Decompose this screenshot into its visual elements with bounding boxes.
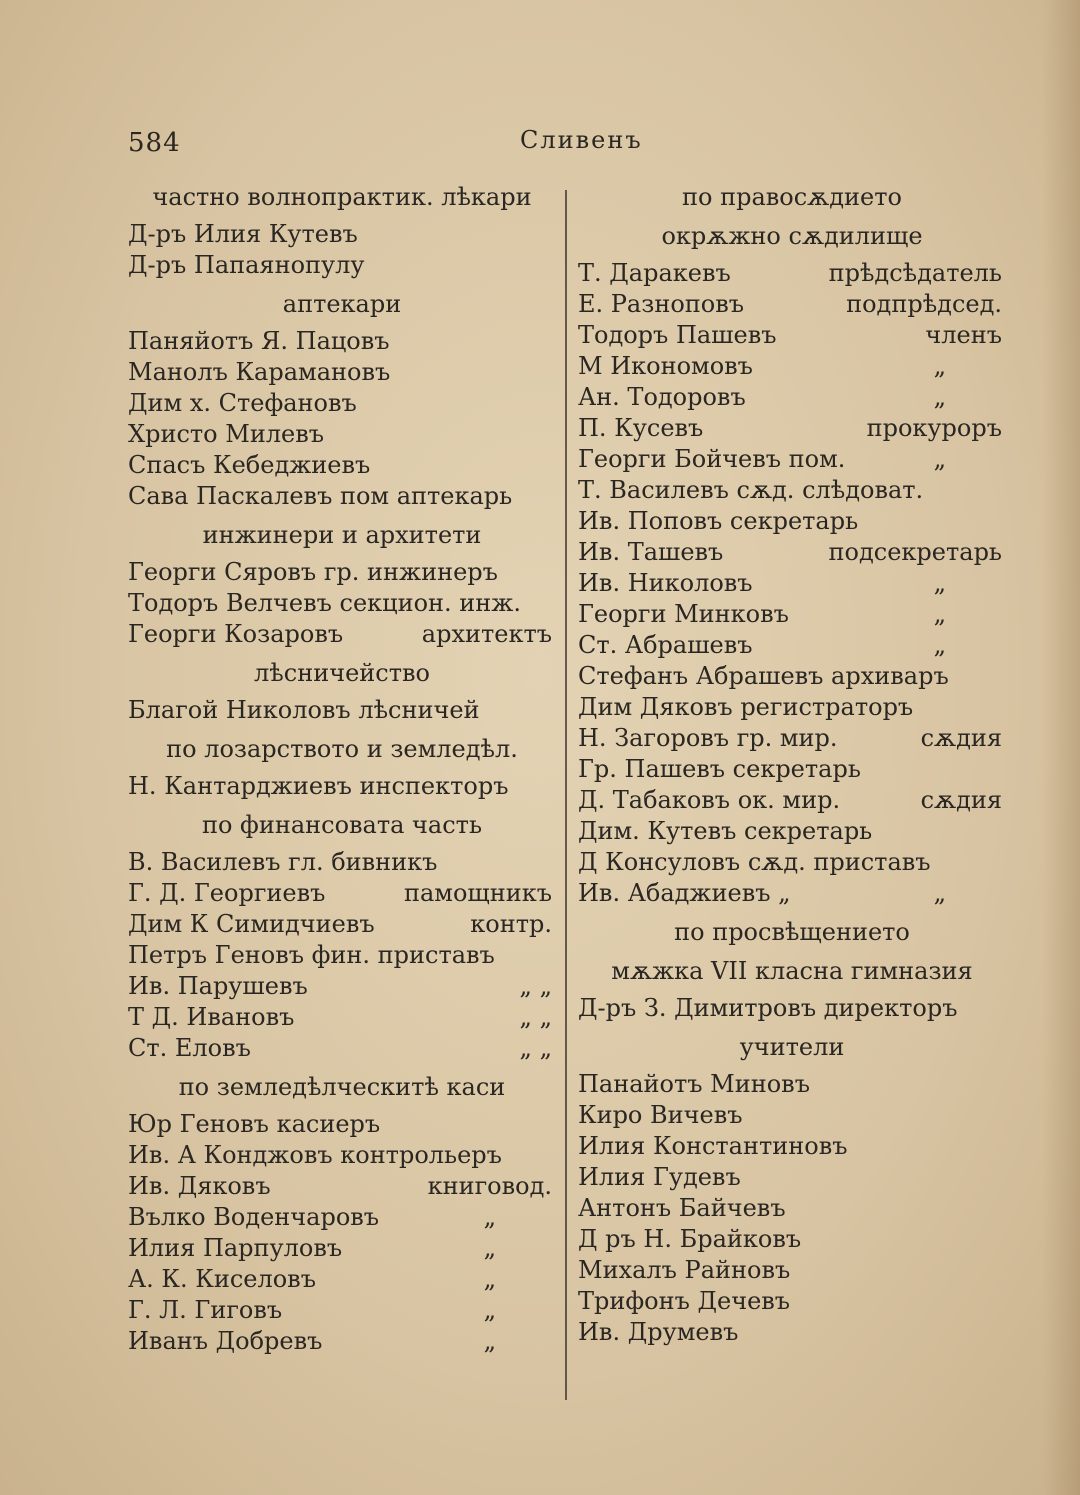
- directory-entry: [578, 630, 1006, 661]
- entry-role: „: [483, 1234, 496, 1262]
- entry-name: Трифонъ Дечевъ: [578, 1287, 791, 1315]
- entry-role: членъ: [925, 321, 1002, 349]
- entry-name: Христо Милевъ: [128, 420, 325, 448]
- entry-name: Т. Даракевъ: [578, 259, 731, 287]
- directory-entry: [578, 1317, 1006, 1348]
- directory-entry: [578, 878, 1006, 909]
- entry-name: М Икономовъ: [578, 352, 753, 380]
- page-number: 584: [128, 128, 181, 158]
- entry-name: Ив. Парушевъ: [128, 972, 308, 1000]
- entry-role: „: [483, 1327, 496, 1355]
- entry-name: Д-ръ З. Димитровъ директоръ: [578, 994, 958, 1022]
- entry-name: Дим Дяковъ регистраторъ: [578, 693, 914, 721]
- entry-name: Иванъ Добревъ: [128, 1327, 323, 1355]
- entry-name: Д-ръ Илия Кутевъ: [128, 220, 358, 248]
- directory-entry: [578, 993, 1006, 1024]
- directory-entry: [578, 351, 1006, 382]
- section-heading: по земледѣлческитѣ каси: [178, 1073, 506, 1101]
- entry-name: Ив. Поповъ секретарь: [578, 507, 859, 535]
- entry-name: Дим К Симидчиевъ: [128, 910, 375, 938]
- entry-name: Стефанъ Абрашевъ архиваръ: [578, 662, 949, 690]
- directory-entry: [128, 771, 556, 802]
- entry-name: Манолъ Карамановъ: [128, 358, 391, 386]
- entry-role: „: [933, 383, 946, 411]
- directory-entry: [578, 785, 1006, 816]
- page-title: Сливенъ: [520, 126, 643, 154]
- directory-entry: [578, 1286, 1006, 1317]
- entry-role: „: [933, 879, 946, 907]
- entry-name: Н. Кантарджиевъ инспекторъ: [128, 772, 509, 800]
- directory-entry: [128, 588, 556, 619]
- entry-name: Дим. Кутевъ секретарь: [578, 817, 873, 845]
- page-edge-shadow: [1042, 0, 1080, 1495]
- entry-role: памощникъ: [404, 879, 552, 907]
- entry-role: подпрѣдсед.: [846, 290, 1002, 318]
- entry-name: Г. Д. Георгиевъ: [128, 879, 326, 907]
- directory-entry: [578, 1162, 1006, 1193]
- directory-entry: [578, 723, 1006, 754]
- section-heading: инжинери и архитети: [202, 521, 482, 549]
- entry-role: „ „: [519, 972, 552, 1000]
- entry-role: подсекретарь: [828, 538, 1002, 566]
- entry-name: Тодоръ Велчевъ секцион. инж.: [128, 589, 521, 617]
- directory-entry: [128, 481, 556, 512]
- directory-entry: [128, 1140, 556, 1171]
- directory-entry: [128, 326, 556, 357]
- directory-entry: [578, 382, 1006, 413]
- directory-entry: [128, 695, 556, 726]
- entry-name: Паняйотъ Я. Пацовъ: [128, 327, 390, 355]
- entry-name: Илия Гудевъ: [578, 1163, 741, 1191]
- directory-entry: [128, 357, 556, 388]
- directory-entry: [578, 754, 1006, 785]
- directory-entry: [128, 619, 556, 650]
- entry-name: Т Д. Ивановъ: [128, 1003, 295, 1031]
- entry-name: Ив. Ташевъ: [578, 538, 724, 566]
- directory-entry: [128, 219, 556, 250]
- entry-name: Дим х. Стефановъ: [128, 389, 357, 417]
- directory-entry: [578, 506, 1006, 537]
- entry-name: Тодоръ Пашевъ: [578, 321, 777, 349]
- directory-entry: [128, 388, 556, 419]
- entry-role: „: [933, 569, 946, 597]
- entry-name: Ив. Николовъ: [578, 569, 753, 597]
- directory-entry: [578, 661, 1006, 692]
- directory-entry: [578, 413, 1006, 444]
- entry-name: Ст. Абрашевъ: [578, 631, 753, 659]
- directory-entry: [128, 450, 556, 481]
- entry-name: Киро Вичевъ: [578, 1101, 743, 1129]
- entry-role: „ „: [519, 1003, 552, 1031]
- entry-role: „: [933, 352, 946, 380]
- entry-name: Илия Константиновъ: [578, 1132, 848, 1160]
- entry-name: Е. Разноповъ: [578, 290, 744, 318]
- entry-name: Д Консуловъ сѫд. приставъ: [578, 848, 931, 876]
- entry-name: Михалъ Райновъ: [578, 1256, 791, 1284]
- entry-name: Гр. Пашевъ секретарь: [578, 755, 861, 783]
- section-heading: по просвѣщението: [674, 918, 910, 946]
- directory-entry: [128, 878, 556, 909]
- directory-entry: [578, 599, 1006, 630]
- right-column: [578, 182, 1006, 1348]
- directory-entry: [578, 537, 1006, 568]
- entry-name: Юр Геновъ касиеръ: [128, 1110, 381, 1138]
- entry-name: Петръ Геновъ фин. приставъ: [128, 941, 495, 969]
- section-heading: по лозарството и земледѣл.: [166, 735, 518, 763]
- section-heading: лѣсничейство: [254, 659, 430, 687]
- section-heading: учители: [739, 1033, 845, 1061]
- directory-entry: [128, 1002, 556, 1033]
- entry-name: Д-ръ Папаянопулу: [128, 251, 365, 279]
- entry-name: Д. Табаковъ ок. мир.: [578, 786, 841, 814]
- entry-role: сѫдия: [920, 786, 1002, 814]
- section-heading: мѫжка VII класна гимназия: [611, 957, 973, 985]
- directory-entry: [128, 557, 556, 588]
- entry-name: Панайотъ Миновъ: [578, 1070, 810, 1098]
- directory-entry: [578, 692, 1006, 723]
- directory-entry: [128, 940, 556, 971]
- entry-role: прокуроръ: [866, 414, 1002, 442]
- directory-entry: [128, 1264, 556, 1295]
- entry-role: „: [483, 1265, 496, 1293]
- entry-name: Вълко Воденчаровъ: [128, 1203, 380, 1231]
- entry-name: Георги Козаровъ: [128, 620, 344, 648]
- entry-name: Ив. Абаджиевъ „: [578, 879, 791, 907]
- entry-name: П. Кусевъ: [578, 414, 704, 442]
- entry-role: архитектъ: [421, 620, 552, 648]
- directory-entry: [578, 1193, 1006, 1224]
- directory-entry: [578, 475, 1006, 506]
- entry-name: В. Василевъ гл. бивникъ: [128, 848, 438, 876]
- entry-name: Георги Бойчевъ пом.: [578, 445, 846, 473]
- entry-name: Илия Парпуловъ: [128, 1234, 343, 1262]
- entry-name: А. К. Киселовъ: [128, 1265, 316, 1293]
- directory-entry: [578, 320, 1006, 351]
- entry-name: Благой Николовъ лѣсничей: [128, 696, 480, 724]
- directory-entry: [128, 1171, 556, 1202]
- entry-role: книговод.: [427, 1172, 552, 1200]
- section-heading: окрѫжно сѫдилище: [661, 222, 923, 250]
- entry-role: прѣдсѣдатель: [828, 259, 1002, 287]
- entry-name: Ст. Еловъ: [128, 1034, 251, 1062]
- directory-entry: [128, 250, 556, 281]
- directory-entry: [128, 1326, 556, 1357]
- entry-role: „: [483, 1296, 496, 1324]
- entry-name: Сава Паскалевъ пом аптекарь: [128, 482, 513, 510]
- entry-name: Антонъ Байчевъ: [578, 1194, 786, 1222]
- directory-entry: [578, 1131, 1006, 1162]
- entry-name: Ан. Тодоровъ: [578, 383, 746, 411]
- entry-role: „: [933, 445, 946, 473]
- directory-entry: [578, 289, 1006, 320]
- section-heading: частно волнопрактик. лѣкари: [152, 183, 532, 211]
- entry-role: контр.: [470, 910, 552, 938]
- entry-name: Д ръ Н. Брайковъ: [578, 1225, 802, 1253]
- entry-name: Спасъ Кебеджиевъ: [128, 451, 371, 479]
- directory-entry: [128, 1109, 556, 1140]
- directory-entry: [128, 847, 556, 878]
- section-heading: по правосѫдието: [682, 183, 902, 211]
- entry-name: Ив. Дяковъ: [128, 1172, 271, 1200]
- entry-name: Н. Загоровъ гр. мир.: [578, 724, 838, 752]
- entry-name: Ив. А Конджовъ контрольеръ: [128, 1141, 502, 1169]
- entry-name: Георги Сяровъ гр. инжинеръ: [128, 558, 498, 586]
- entry-name: Г. Л. Гиговъ: [128, 1296, 283, 1324]
- entry-name: Георги Минковъ: [578, 600, 789, 628]
- column-divider: [565, 190, 567, 1400]
- directory-entry: [578, 1100, 1006, 1131]
- directory-entry: [578, 444, 1006, 475]
- entry-role: „: [933, 631, 946, 659]
- section-heading: аптекари: [282, 290, 402, 318]
- section-heading: по финансовата часть: [201, 811, 483, 839]
- entry-role: „: [483, 1203, 496, 1231]
- directory-entry: [578, 568, 1006, 599]
- directory-entry: [128, 971, 556, 1002]
- directory-entry: [128, 419, 556, 450]
- entry-role: сѫдия: [920, 724, 1002, 752]
- directory-entry: [578, 1069, 1006, 1100]
- entry-role: „: [933, 600, 946, 628]
- directory-entry: [128, 909, 556, 940]
- entry-name: Ив. Друмевъ: [578, 1318, 739, 1346]
- directory-entry: [128, 1233, 556, 1264]
- directory-entry: [578, 1224, 1006, 1255]
- directory-entry: [578, 816, 1006, 847]
- directory-entry: [578, 1255, 1006, 1286]
- directory-entry: [578, 847, 1006, 878]
- directory-entry: [128, 1202, 556, 1233]
- left-column: [128, 182, 556, 1357]
- entry-role: „ „: [519, 1034, 552, 1062]
- directory-entry: [128, 1033, 556, 1064]
- directory-entry: [578, 258, 1006, 289]
- directory-entry: [128, 1295, 556, 1326]
- entry-name: Т. Василевъ сѫд. слѣдоват.: [578, 476, 924, 504]
